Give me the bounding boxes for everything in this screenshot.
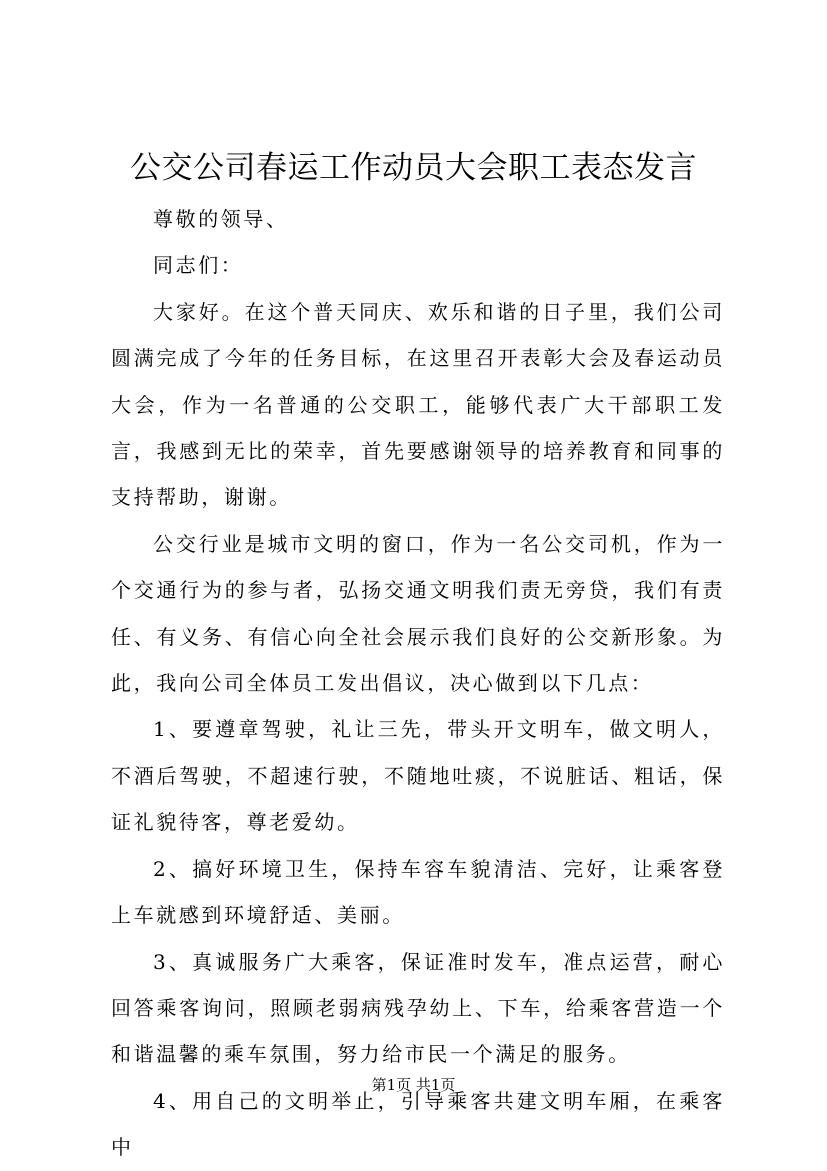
body-paragraph: 大家好。在这个普天同庆、欢乐和谐的日子里，我们公司圆满完成了今年的任务目标，在这里召开表彰大会及春运动员大会，作为一名普通的公交职工，能够代表广大干部职工发言，我感到无比的荣幸，首先要感谢领导的培养教育和同事的支持帮助，谢谢。 xyxy=(111,299,725,510)
pledge-item: 1、要遵章驾驶，礼让三先，带头开文明车，做文明人，不酒后驾驶，不超速行驶，不随地吐痰，不说脏话、粗话，保证礼貌待客，尊老爱幼。 xyxy=(111,717,725,835)
pledge-item: 4、用自己的文明举止，引导乘客共建文明车厢，在乘客中 xyxy=(111,1088,725,1160)
salutation-line: 同志们： xyxy=(153,253,244,278)
pledge-item: 3、真诚服务广大乘客，保证准时发车，准点运营，耐心回答乘客询问，照顾老弱病残孕幼上、下车，给乘客营造一个和谐温馨的乘车氛围，努力给市民一个满足的服务。 xyxy=(111,949,725,1067)
document-title: 公交公司春运工作动员大会职工表态发言 xyxy=(130,150,697,186)
body-paragraph: 公交行业是城市文明的窗口，作为一名公交司机，作为一个交通行为的参与者，弘扬交通文明我们责无旁贷，我们有责任、有义务、有信心向全社会展示我们良好的公交新形象。为此，我向公司全体员工发出倡议，决心做到以下几点： xyxy=(111,531,725,696)
page-footer: 第1页 共1页 xyxy=(371,1076,456,1094)
salutation-line: 尊敬的领导、 xyxy=(153,207,289,231)
document-body xyxy=(111,196,725,1171)
pledge-item: 2、搞好环境卫生，保持车容车貌清洁、完好，让乘客登上车就感到环境舒适、美丽。 xyxy=(111,856,725,928)
